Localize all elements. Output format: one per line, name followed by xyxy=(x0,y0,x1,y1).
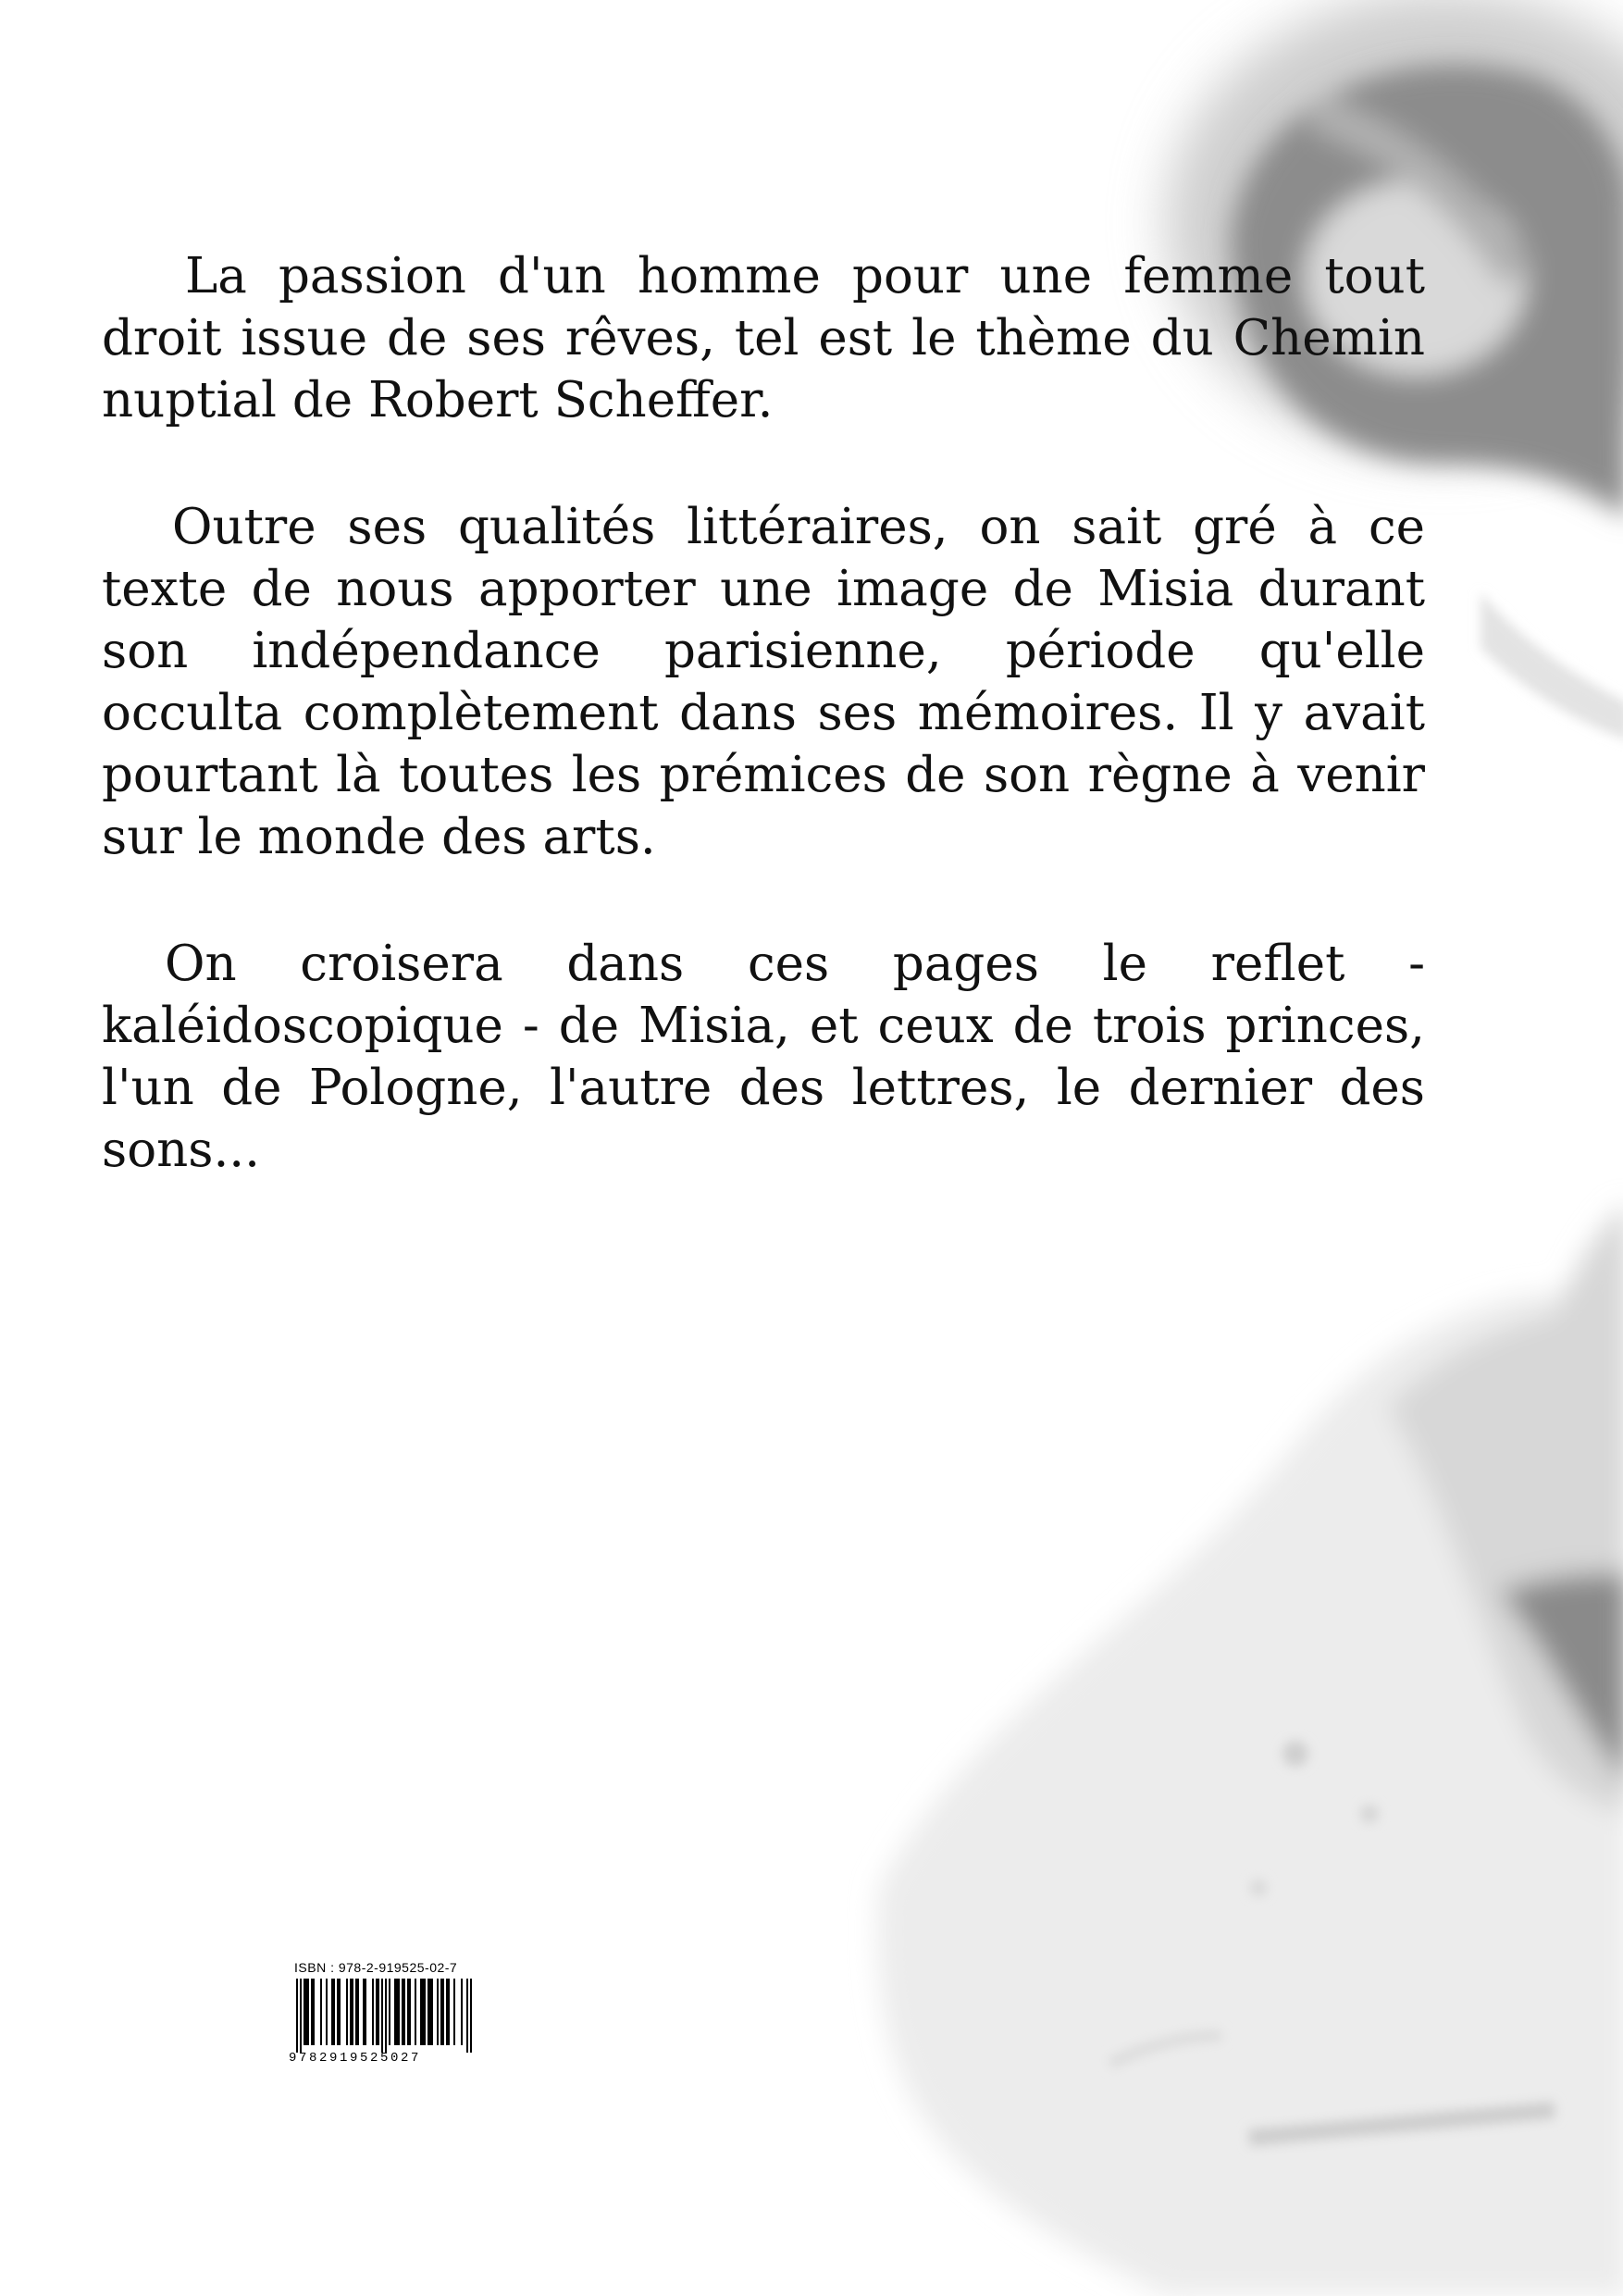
isbn-barcode xyxy=(289,1960,483,2066)
barcode-bar xyxy=(429,1979,431,2045)
barcode-bar xyxy=(440,1979,442,2045)
barcode-bar xyxy=(385,1979,387,2053)
barcode-bar xyxy=(398,1979,400,2045)
paragraph-intro: La passion d'un homme pour une femme tout droit issue de ses rêves, tel est le thème du Chemin nuptial de Robert Scheffer. xyxy=(102,248,1425,428)
barcode-bar xyxy=(461,1979,463,2045)
barcode-bar xyxy=(470,1979,472,2053)
back-cover-text xyxy=(102,245,1425,1246)
barcode-bar xyxy=(403,1979,405,2045)
barcode-bar xyxy=(420,1979,422,2045)
isbn-label: ISBN : 978-2-919525-02-7 xyxy=(294,1960,458,1975)
barcode-bar xyxy=(402,1979,403,2045)
barcode-bar xyxy=(437,1979,439,2045)
barcode-bar xyxy=(311,1979,313,2045)
barcode-bar xyxy=(424,1979,426,2045)
barcode-bar xyxy=(331,1979,333,2045)
barcode-bar xyxy=(346,1979,348,2045)
barcode-bar xyxy=(350,1979,352,2045)
barcode-bar xyxy=(378,1979,379,2045)
barcode-bar xyxy=(431,1979,433,2045)
barcode-bar xyxy=(448,1979,450,2045)
paragraph-princes: On croisera dans ces pages le reflet - kaléidoscopique - de Misia, et ceux de trois princes, l'un de Pologne, l'autre des lettres, le dernier des sons... xyxy=(102,936,1425,1178)
barcode-bar xyxy=(300,1979,302,2053)
barcode-bars xyxy=(289,1979,479,2053)
barcode-bar xyxy=(352,1979,353,2045)
barcode-bar xyxy=(333,1979,335,2045)
barcode-bar xyxy=(313,1979,315,2045)
barcode-bar xyxy=(365,1979,366,2045)
barcode-bar xyxy=(307,1979,309,2045)
barcode-bar xyxy=(355,1979,357,2045)
barcode-bar xyxy=(296,1979,298,2053)
barcode-bar xyxy=(304,1979,305,2045)
barcode-bar xyxy=(446,1979,448,2045)
barcode-bar xyxy=(407,1979,409,2045)
barcode-bar xyxy=(453,1979,455,2045)
barcode-bar xyxy=(326,1979,328,2045)
barcode-bar xyxy=(422,1979,424,2045)
barcode-bar xyxy=(381,1979,383,2053)
barcode-bar xyxy=(363,1979,365,2045)
barcode-bar xyxy=(427,1979,429,2045)
barcode-bar xyxy=(396,1979,398,2045)
barcode-bar xyxy=(394,1979,396,2045)
barcode-bar xyxy=(415,1979,416,2045)
barcode-bar xyxy=(376,1979,378,2045)
barcode-bar xyxy=(339,1979,341,2045)
barcode-bar xyxy=(337,1979,339,2045)
barcode-bar xyxy=(305,1979,307,2045)
barcode-bar xyxy=(466,1979,468,2053)
barcode-bar xyxy=(357,1979,359,2045)
barcode-bar xyxy=(442,1979,444,2045)
barcode-bar xyxy=(389,1979,390,2045)
barcode-digits: 9782919525027 xyxy=(289,2051,422,2066)
barcode-bar xyxy=(372,1979,374,2045)
barcode-bar xyxy=(409,1979,411,2045)
barcode-bar xyxy=(320,1979,322,2045)
paragraph-misia: Outre ses qualités littéraires, on sait gré à ce texte de nous apporter une image de Misia durant son indépendance parisienne, période qu'elle occulta complètement dans ses mémoires. Il y avait pourtant là toutes les prémices de son règne à venir sur le monde des arts. xyxy=(102,499,1425,865)
